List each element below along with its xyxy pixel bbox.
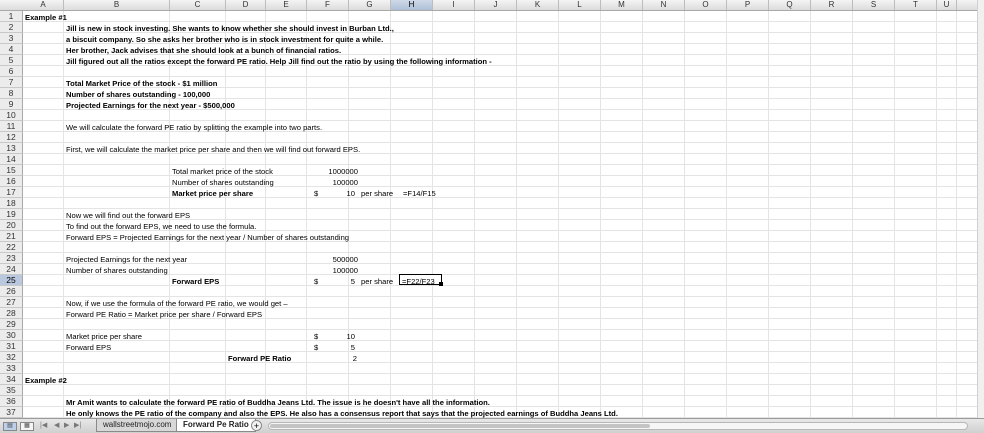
- row-gridline: [23, 21, 978, 22]
- row-header-5[interactable]: 5: [0, 55, 23, 66]
- column-gridline: [684, 11, 685, 418]
- column-header-j[interactable]: J: [475, 0, 517, 10]
- row-gridline: [23, 362, 978, 363]
- tab-forward-pe-ratio[interactable]: Forward Pe Ratio: [176, 419, 256, 432]
- cell-f16[interactable]: 100000: [332, 178, 358, 187]
- cell-b19[interactable]: Now we will find out the forward EPS: [66, 211, 191, 220]
- cell-h17[interactable]: =F14/F15: [403, 189, 436, 198]
- row-header-10[interactable]: 10: [0, 110, 23, 121]
- row-header-36[interactable]: 36: [0, 396, 23, 407]
- column-header-bar: [0, 0, 984, 11]
- column-gridline: [432, 11, 433, 418]
- cell-d32[interactable]: Forward PE Ratio: [228, 354, 292, 363]
- column-header-i[interactable]: I: [433, 0, 475, 10]
- column-header-f[interactable]: F: [307, 0, 349, 10]
- column-gridline: [936, 11, 937, 418]
- cell-b7[interactable]: Total Market Price of the stock - $1 million: [66, 79, 218, 88]
- row-header-13[interactable]: 13: [0, 143, 23, 154]
- column-header-q[interactable]: Q: [769, 0, 811, 10]
- cell-b30[interactable]: Market price per share: [66, 332, 142, 341]
- page-layout-view-icon[interactable]: ▦: [20, 422, 34, 431]
- normal-view-icon[interactable]: ▤: [3, 422, 17, 431]
- last-sheet-arrow-icon[interactable]: ▶|: [74, 422, 82, 429]
- row-gridline: [23, 142, 978, 143]
- column-gridline: [852, 11, 853, 418]
- column-gridline: [558, 11, 559, 418]
- column-header-n[interactable]: N: [643, 0, 685, 10]
- cell-f30-dollar: $: [314, 332, 319, 341]
- row-header-18[interactable]: 18: [0, 198, 23, 209]
- row-header-26[interactable]: 26: [0, 286, 23, 297]
- cell-f25[interactable]: 5: [350, 277, 355, 286]
- row-header-23[interactable]: 23: [0, 253, 23, 264]
- row-gridline: [23, 252, 978, 253]
- cell-b28[interactable]: Forward PE Ratio = Market price per share / Forward EPS: [66, 310, 263, 319]
- next-sheet-arrow-icon[interactable]: ▶: [64, 422, 70, 429]
- cell-c16[interactable]: Number of shares outstanding: [172, 178, 274, 187]
- first-sheet-arrow-icon[interactable]: |◀: [40, 422, 48, 429]
- cell-c15[interactable]: Total market price of the stock: [172, 167, 273, 176]
- row-header-7[interactable]: 7: [0, 77, 23, 88]
- row-header-20[interactable]: 20: [0, 220, 23, 231]
- row-gridline: [23, 120, 978, 121]
- row-header-31[interactable]: 31: [0, 341, 23, 352]
- row-header-15[interactable]: 15: [0, 165, 23, 176]
- column-gridline: [63, 11, 64, 418]
- row-header-6[interactable]: 6: [0, 66, 23, 77]
- column-header-m[interactable]: M: [601, 0, 643, 10]
- cell-c17[interactable]: Market price per share: [172, 189, 254, 198]
- column-header-b[interactable]: B: [64, 0, 170, 10]
- cell-b27[interactable]: Now, if we use the formula of the forward PE ratio, we would get –: [66, 299, 288, 308]
- cell-f25-dollar: $: [314, 277, 319, 286]
- horizontal-scroll-thumb[interactable]: [270, 424, 650, 428]
- row-gridline: [23, 186, 978, 187]
- cell-b31[interactable]: Forward EPS: [66, 343, 112, 352]
- cell-f17-dollar: $: [314, 189, 319, 198]
- column-gridline: [390, 11, 391, 418]
- column-header-d[interactable]: D: [226, 0, 266, 10]
- cell-a1[interactable]: Example #1: [25, 13, 67, 22]
- column-header-o[interactable]: O: [685, 0, 727, 10]
- row-gridline: [23, 175, 978, 176]
- column-gridline: [516, 11, 517, 418]
- cell-b13[interactable]: First, we will calculate the market price per share and then we will find out forward EPS.: [66, 145, 361, 154]
- row-header-16[interactable]: 16: [0, 176, 23, 187]
- column-header-h[interactable]: H: [391, 0, 433, 10]
- column-header-s[interactable]: S: [853, 0, 895, 10]
- row-header-33[interactable]: 33: [0, 363, 23, 374]
- vertical-scrollbar[interactable]: [977, 0, 984, 418]
- cell-f31-dollar: $: [314, 343, 319, 352]
- column-gridline: [306, 11, 307, 418]
- cell-f30[interactable]: 10: [346, 332, 355, 341]
- column-header-p[interactable]: P: [727, 0, 769, 10]
- cell-g25[interactable]: per share: [361, 277, 394, 286]
- cell-b4[interactable]: Her brother, Jack advises that she should look at a bunch of financial ratios.: [66, 46, 342, 55]
- row-header-11[interactable]: 11: [0, 121, 23, 132]
- column-gridline: [894, 11, 895, 418]
- prev-sheet-arrow-icon[interactable]: ◀: [54, 422, 60, 429]
- row-gridline: [23, 373, 978, 374]
- row-header-30[interactable]: 30: [0, 330, 23, 341]
- row-gridline: [23, 296, 978, 297]
- column-header-g[interactable]: G: [349, 0, 391, 10]
- row-header-24[interactable]: 24: [0, 264, 23, 275]
- cell-h25[interactable]: =F22/F23: [402, 277, 435, 286]
- cell-b20[interactable]: To find out the forward EPS, we need to use the formula.: [66, 222, 257, 231]
- row-header-32[interactable]: 32: [0, 352, 23, 363]
- row-gridline: [23, 285, 978, 286]
- row-header-27[interactable]: 27: [0, 297, 23, 308]
- column-gridline: [956, 11, 957, 418]
- row-header-21[interactable]: 21: [0, 231, 23, 242]
- row-gridline: [23, 164, 978, 165]
- fill-handle[interactable]: [439, 282, 443, 286]
- column-gridline: [810, 11, 811, 418]
- column-gridline: [225, 11, 226, 418]
- cell-b24[interactable]: Number of shares outstanding: [66, 266, 168, 275]
- cell-b37[interactable]: He only knows the PE ratio of the company and also the EPS. He also has a consensus report that says that the projected earnings of Buddha Jeans Ltd.: [66, 409, 618, 418]
- cell-f31[interactable]: 5: [350, 343, 355, 352]
- column-header-a[interactable]: A: [23, 0, 64, 10]
- column-gridline: [600, 11, 601, 418]
- row-header-2[interactable]: 2: [0, 22, 23, 33]
- row-gridline: [23, 340, 978, 341]
- row-gridline: [23, 384, 978, 385]
- row-gridline: [23, 329, 978, 330]
- cell-c25[interactable]: Forward EPS: [172, 277, 220, 286]
- row-header-17[interactable]: 17: [0, 187, 23, 198]
- column-gridline: [642, 11, 643, 418]
- cell-b21[interactable]: Forward EPS = Projected Earnings for the next year / Number of shares outstanding: [66, 233, 350, 242]
- row-header-12[interactable]: 12: [0, 132, 23, 143]
- row-header-34[interactable]: 34: [0, 374, 23, 385]
- cell-b5[interactable]: Jill figured out all the ratios except the forward PE ratio. Help Jill find out the ratio by using the following information -: [66, 57, 492, 66]
- row-header-8[interactable]: 8: [0, 88, 23, 99]
- cell-f23[interactable]: 500000: [332, 255, 358, 264]
- row-gridline: [23, 76, 978, 77]
- row-header-19[interactable]: 19: [0, 209, 23, 220]
- row-header-25[interactable]: 25: [0, 275, 23, 286]
- column-header-t[interactable]: T: [895, 0, 937, 10]
- cell-a34[interactable]: Example #2: [25, 376, 67, 385]
- row-header-4[interactable]: 4: [0, 44, 23, 55]
- column-header-l[interactable]: L: [559, 0, 601, 10]
- tab-wallstreetmojo[interactable]: wallstreetmojo.com: [96, 419, 178, 432]
- column-header-e[interactable]: E: [266, 0, 307, 10]
- column-gridline: [726, 11, 727, 418]
- row-gridline: [23, 395, 978, 396]
- row-gridline: [23, 351, 978, 352]
- cell-b3[interactable]: a biscuit company. So she asks her brother who is in stock investment for quite a while.: [66, 35, 384, 44]
- cell-f17[interactable]: 10: [346, 189, 355, 198]
- row-header-35[interactable]: 35: [0, 385, 23, 396]
- row-gridline: [23, 208, 978, 209]
- add-sheet-button[interactable]: +: [251, 420, 262, 431]
- row-header-29[interactable]: 29: [0, 319, 23, 330]
- row-header-22[interactable]: 22: [0, 242, 23, 253]
- cell-b8[interactable]: Number of shares outstanding - 100,000: [66, 90, 211, 99]
- column-header-k[interactable]: K: [517, 0, 559, 10]
- row-header-3[interactable]: 3: [0, 33, 23, 44]
- row-header-14[interactable]: 14: [0, 154, 23, 165]
- cell-b36[interactable]: Mr Amit wants to calculate the forward PE ratio of Buddha Jeans Ltd. The issue is he doesn't have all the information.: [66, 398, 490, 407]
- cell-f24[interactable]: 100000: [332, 266, 358, 275]
- row-header-9[interactable]: 9: [0, 99, 23, 110]
- cell-b2[interactable]: Jill is new in stock investing. She wants to know whether she should invest in Burban Ltd.,: [66, 24, 394, 33]
- column-header-c[interactable]: C: [170, 0, 226, 10]
- horizontal-scrollbar[interactable]: [268, 422, 968, 430]
- cell-b11[interactable]: We will calculate the forward PE ratio by splitting the example into two parts.: [66, 123, 323, 132]
- row-header-37[interactable]: 37: [0, 407, 23, 418]
- cell-f15[interactable]: 1000000: [328, 167, 358, 176]
- column-gridline: [474, 11, 475, 418]
- row-gridline: [23, 197, 978, 198]
- cell-b23[interactable]: Projected Earnings for the next year: [66, 255, 188, 264]
- row-header-1[interactable]: 1: [0, 11, 23, 22]
- cell-f32[interactable]: 2: [352, 354, 357, 363]
- cell-b9[interactable]: Projected Earnings for the next year - $500,000: [66, 101, 235, 110]
- sheet-tab-bar: [0, 418, 984, 433]
- column-gridline: [768, 11, 769, 418]
- cell-g17[interactable]: per share: [361, 189, 394, 198]
- column-header-r[interactable]: R: [811, 0, 853, 10]
- column-header-u[interactable]: U: [937, 0, 957, 10]
- row-header-28[interactable]: 28: [0, 308, 23, 319]
